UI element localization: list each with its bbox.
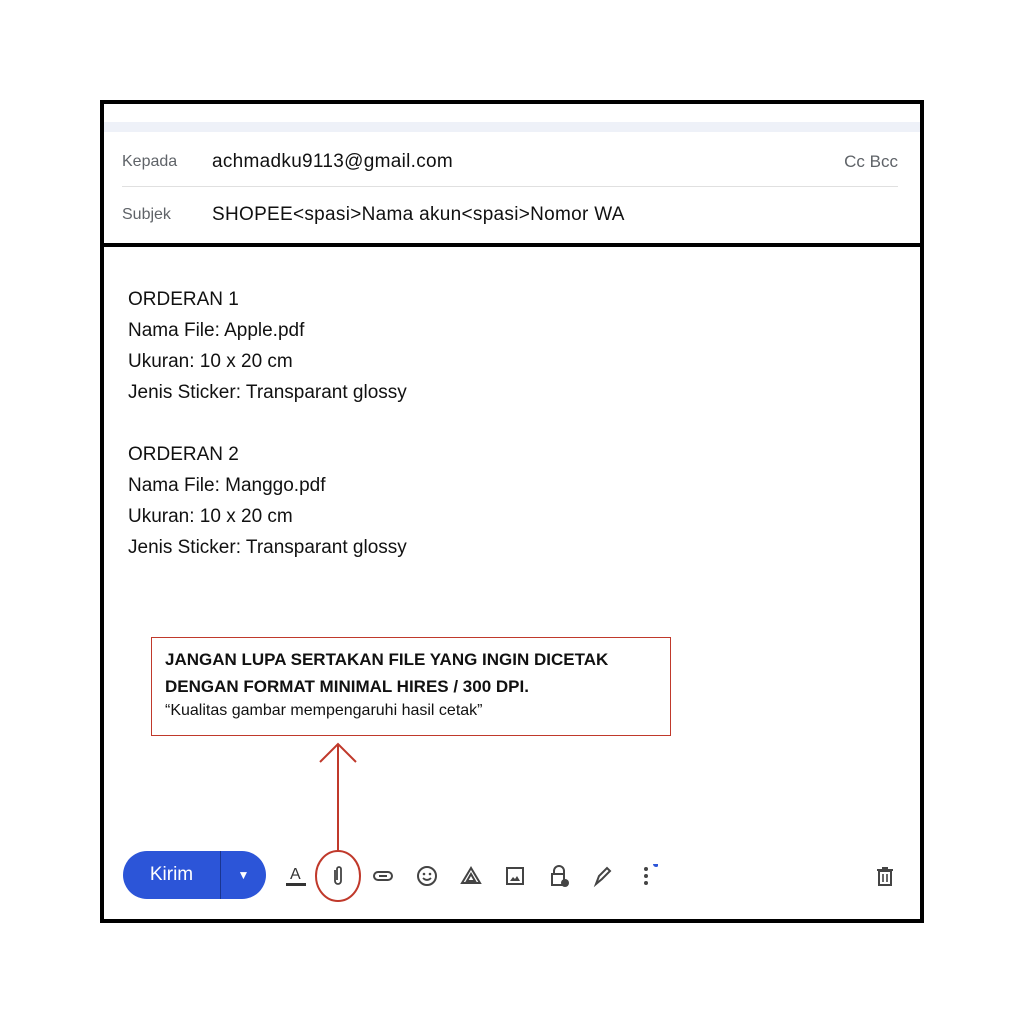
svg-text:A: A: [290, 866, 301, 883]
compose-window: [100, 100, 924, 923]
send-options-chevron-icon[interactable]: ▼: [237, 868, 250, 882]
callout-line2: DENGAN FORMAT MINIMAL HIRES / 300 DPI.: [165, 677, 529, 696]
order-title: ORDERAN 2: [128, 444, 239, 465]
attach-file-icon[interactable]: [324, 862, 352, 890]
annotation-arrow: [104, 104, 920, 919]
to-value[interactable]: achmadku9113@gmail.com: [212, 151, 453, 172]
order-title: ORDERAN 1: [128, 289, 239, 310]
cc-bcc-link[interactable]: Cc Bcc: [844, 152, 898, 171]
order-type: Jenis Sticker: Transparant glossy: [128, 537, 407, 558]
insert-link-icon[interactable]: [369, 862, 397, 890]
insert-photo-icon[interactable]: [501, 862, 529, 890]
send-button[interactable]: [123, 851, 266, 899]
to-label: Kepada: [122, 153, 178, 170]
order-size: Ukuran: 10 x 20 cm: [128, 506, 293, 527]
formatting-icon[interactable]: [282, 862, 310, 890]
subject-label: Subjek: [122, 206, 171, 223]
order-type: Jenis Sticker: Transparant glossy: [128, 382, 407, 403]
order-file: Nama File: Manggo.pdf: [128, 475, 326, 496]
order-file: Nama File: Apple.pdf: [128, 320, 305, 341]
signature-pen-icon[interactable]: [589, 862, 617, 890]
order-size: Ukuran: 10 x 20 cm: [128, 351, 293, 372]
subject-value[interactable]: SHOPEE<spasi>Nama akun<spasi>Nomor WA: [212, 204, 625, 225]
callout-quote: “Kualitas gambar mempengaruhi hasil cetak”: [165, 702, 483, 719]
drive-icon[interactable]: [457, 862, 485, 890]
emoji-icon[interactable]: [413, 862, 441, 890]
discard-trash-icon[interactable]: [871, 862, 899, 890]
callout-line1: JANGAN LUPA SERTAKAN FILE YANG INGIN DICETAK: [165, 650, 609, 669]
notification-dot: [653, 864, 658, 867]
send-label[interactable]: Kirim: [149, 864, 194, 885]
confidential-mode-icon[interactable]: [545, 862, 573, 890]
more-options-icon[interactable]: [632, 862, 660, 890]
